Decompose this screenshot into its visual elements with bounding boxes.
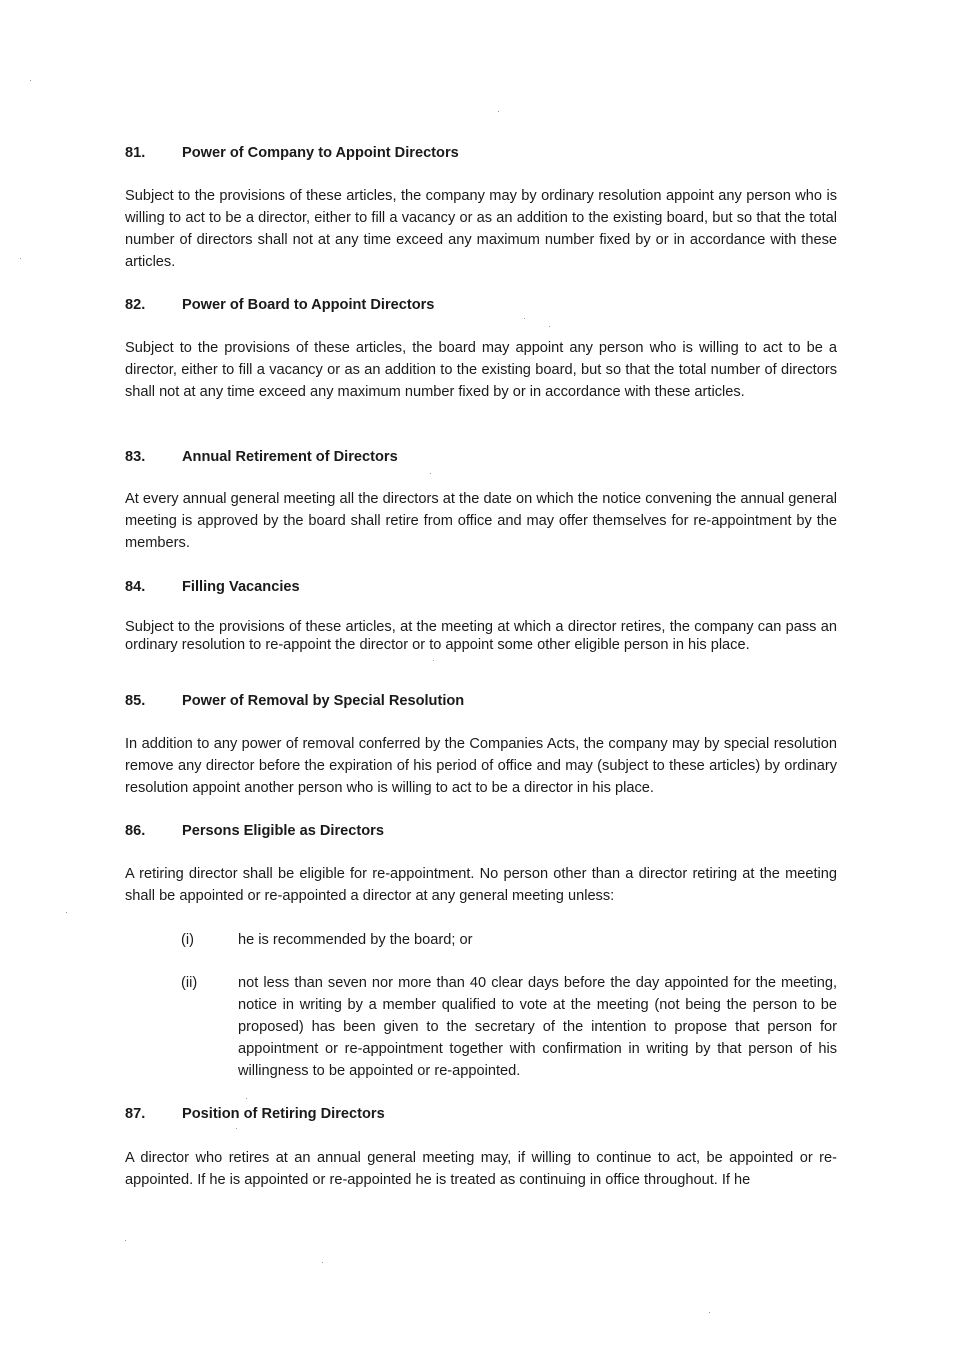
- section-84-body: Subject to the provisions of these articles, at the meeting at which a director retires, the company can pass an ordinary resolution to re-appoint the director or to appoint some other eligible person in his place.: [125, 619, 837, 653]
- section-84-heading: [125, 577, 300, 597]
- section-86-heading: [125, 821, 384, 841]
- section-85-body: In addition to any power of removal conferred by the Companies Acts, the company may by special resolution remove any director before the expiration of his period of office and may (subject to these articles) by ordinary resolution appoint another person who is willing to act to be a director in his place.: [125, 736, 837, 796]
- section-87-body: A director who retires at an annual general meeting may, if willing to continue to act, be appointed or re-appointed. If he is appointed or re-appointed he is treated as continuing in office throughout. If he: [125, 1150, 837, 1188]
- section-85-heading: [125, 691, 464, 711]
- scan-speck: [498, 111, 499, 112]
- section-86-body: A retiring director shall be eligible for re-appointment. No person other than a director retiring at the meeting shall be appointed or re-appointed a director at any general meeting unless:: [125, 866, 837, 904]
- list-item-text: he is recommended by the board; or: [238, 932, 473, 948]
- section-83-heading: [125, 447, 398, 467]
- section-number: 84.: [125, 579, 146, 595]
- section-title: Persons Eligible as Directors: [182, 823, 384, 839]
- scan-speck: [30, 80, 31, 81]
- section-title: Annual Retirement of Directors: [182, 449, 398, 465]
- scan-speck: [524, 318, 525, 319]
- section-83-body: At every annual general meeting all the directors at the date on which the notice convening the annual general meeting is approved by the board shall retire from office and may offer themselves for re-appointment by the members.: [125, 491, 837, 551]
- section-title: Power of Removal by Special Resolution: [182, 693, 465, 709]
- scan-speck: [430, 473, 431, 474]
- scan-speck: [709, 1312, 710, 1313]
- section-82-body: Subject to the provisions of these articles, the board may appoint any person who is willing to act to be a director, either to fill a vacancy or as an addition to the existing board, but so that the total number of directors shall not at any time exceed any maximum number fixed by or in accordance with these articles.: [125, 340, 837, 400]
- scan-speck: [322, 1262, 323, 1263]
- section-number: 86.: [125, 823, 146, 839]
- section-87-heading: [125, 1104, 385, 1124]
- scan-speck: [20, 258, 21, 259]
- scan-speck: [433, 660, 434, 661]
- section-number: 81.: [125, 145, 146, 161]
- section-title: Filling Vacancies: [182, 579, 300, 595]
- scan-speck: [236, 1128, 237, 1129]
- scan-speck: [549, 326, 550, 327]
- section-title: Power of Company to Appoint Directors: [182, 145, 459, 161]
- list-item-text: not less than seven nor more than 40 clear days before the day appointed for the meeting, notice in writing by a member qualified to vote at the meeting (not being the person to be proposed) has been given to the secretary of the intention to propose that person for appointment or re-appointment together with confirmation in writing by that person of his willingness to be appointed or re-appointed.: [238, 975, 837, 1079]
- section-82-heading: [125, 295, 434, 315]
- list-marker: (ii): [181, 975, 198, 991]
- section-title: Power of Board to Appoint Directors: [182, 297, 435, 313]
- section-number: 87.: [125, 1106, 146, 1122]
- section-title: Position of Retiring Directors: [182, 1106, 385, 1122]
- scan-speck: [125, 1240, 126, 1241]
- list-marker: (i): [181, 932, 194, 948]
- section-number: 82.: [125, 297, 146, 313]
- section-number: 83.: [125, 449, 146, 465]
- scan-speck: [246, 1098, 247, 1099]
- scan-speck: [66, 912, 67, 913]
- section-81-heading: [125, 143, 459, 163]
- section-number: 85.: [125, 693, 146, 709]
- section-81-body: Subject to the provisions of these articles, the company may by ordinary resolution appoint any person who is willing to act to be a director, either to fill a vacancy or as an addition to the existing board, but so that the total number of directors shall not at any time exceed any maximum number fixed by or in accordance with these articles.: [125, 188, 837, 270]
